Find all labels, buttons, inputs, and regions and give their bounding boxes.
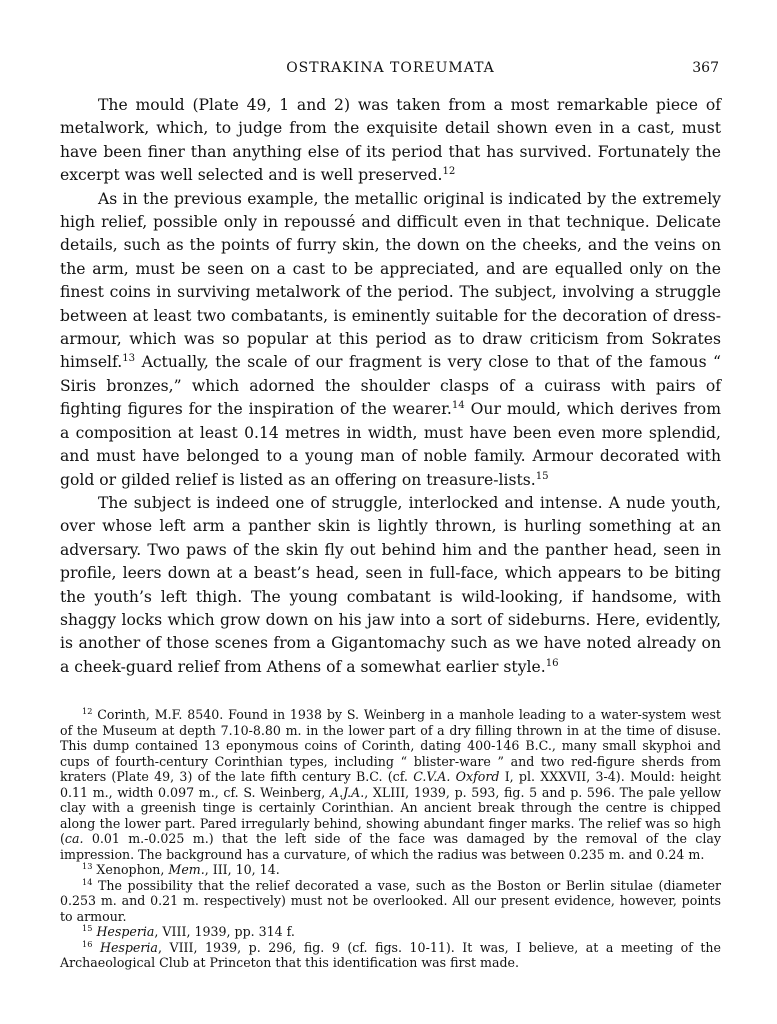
- main-text: [60, 94, 721, 679]
- footnote-14: $^{14}$ The possibility that the relief decorated a vase, such as the Boston or Berlin situlae (diameter 0.253 m. and 0.21 m. respectively) must not be overlooked. All our present evidence, however, points to armour.: [60, 876, 721, 924]
- running-title: OSTRAKINA TOREUMATA: [286, 60, 495, 76]
- footnote-16: $^{16}$ Hesperia, VIII, 1939, p. 296, fig. 9 (cf. figs. 10-11). It was, I believe, at a meeting of the Archaeological Club at Princeton that this identification was first made.: [60, 938, 721, 971]
- footnote-15: $^{15}$ Hesperia, VIII, 1939, pp. 314 f.: [82, 922, 295, 940]
- footnotes: [60, 707, 721, 971]
- page-number: 367: [692, 60, 719, 76]
- running-header: [60, 58, 721, 84]
- footnote-12: $^{12}$ Corinth, M.F. 8540. Found in 1938 by S. Weinberg in a manhole leading to a water-system west of the Museum at depth 7.10-8.80 m. in the lower part of a dry filling thrown in at the time of disuse. This dump contained 13 eponymous coins of Corinth, dating 400-146 B.C., many small skyphoi and cups of fourth-century Corinthian types, including “ blister-ware ” and two red-figure sherds from kraters (Plate 49, 3) of the late fifth century B.C. (cf. C.V.A. Oxford I, pl. XXXVII, 3-4). Mould: height 0.11 m., width 0.097 m., cf. S. Weinberg, A.J.A., XLIII, 1939, p. 593, fig. 5 and p. 596. The pale yellow clay with a greenish tinge is certainly Corinthian. An ancient break through the centre is chipped along the lower part. Pared irregularly behind, showing abundant finger marks. The relief was so high (ca. 0.01 m.-0.025 m.) that the left side of the face was damaged by the removal of the clay impression. The background has a curvature, of which the radius was between 0.235 m. and 0.24 m.: [60, 705, 721, 862]
- paragraph: The subject is indeed one of struggle, interlocked and intense. A nude youth, over whose left arm a panther skin is lightly thrown, is hurling something at an adversary. Two paws of the skin fly out behind him and the panther head, seen in profile, leers down at a beast’s head, seen in full-face, which appears to be biting the youth’s left thigh. The young combatant is wild-looking, if handsome, with shaggy locks which grow down on his jaw into a sort of sideburns. Here, evidently, is another of those scenes from a Gigantomachy such as we have noted already on a cheek-guard relief from Athens of a somewhat earlier style.$^{16}$: [60, 493, 721, 676]
- footnote-13: $^{13}$ Xenophon, Mem., III, 10, 14.: [82, 860, 280, 878]
- paragraph: The mould (Plate 49, 1 and 2) was taken from a most remarkable piece of metalwork, which, to judge from the exquisite detail shown even in a cast, must have been finer than anything else of its period that has survived. Fortunately the excerpt was well selected and is well preserved.$^{12}$: [60, 96, 721, 185]
- paragraph: As in the previous example, the metallic original is indicated by the extremely high relief, possible only in repoussé and difficult even in that technique. Delicate details, such as the points of furry skin, the down on the cheeks, and the veins on the arm, must be seen on a cast to be appreciated, and are equalled only on the finest coins in surviving metalwork of the period. The subject, involving a struggle between at least two combatants, is eminently suitable for the decoration of dress-armour, which was so popular at this period as to draw criticism from Sokrates himself.$^{13}$ Actually, the scale of our fragment is very close to that of the famous “ Siris bronzes,” which adorned the shoulder clasps of a cuirass with pairs of fighting figures for the inspiration of the wearer.$^{14}$ Our mould, which derives from a composition at least 0.14 metres in width, must have been even more splendid, and must have belonged to a young man of noble family. Armour decorated with gold or gilded relief is listed as an offering on treasure-lists.$^{15}$: [60, 189, 721, 489]
